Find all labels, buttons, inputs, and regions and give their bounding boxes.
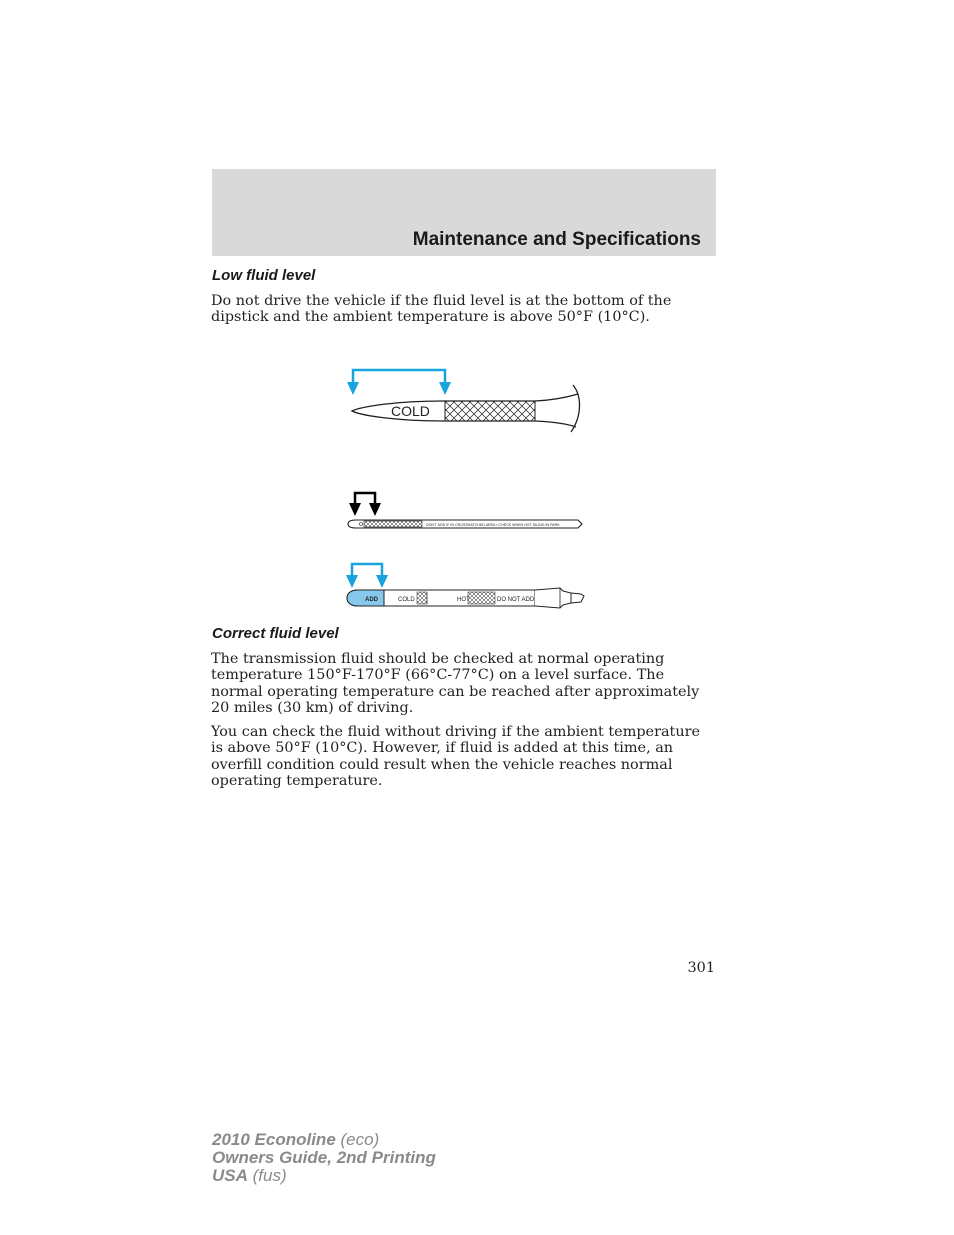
footer-line-model [212, 1131, 436, 1149]
footer-market-code: (fus) [252, 1166, 287, 1185]
dipstick-add-range-arrows [346, 564, 388, 588]
low-fluid-heading: Low fluid level [212, 267, 316, 284]
dipstick-cold-range-arrows [347, 370, 451, 395]
cold-label: COLD [391, 403, 430, 419]
footer-guide-printing: Owners Guide, 2nd Printing [212, 1148, 436, 1167]
footer-model-code: (eco) [340, 1130, 380, 1149]
crosshatch-warning-label: DON'T ADD IF IN CROSSHATCHED AREA • CHECK WHEN HOT IDLING IN PARK [426, 522, 560, 527]
footer-model: 2010 Econoline [212, 1130, 336, 1149]
add-label: ADD [365, 597, 378, 603]
low-fluid-paragraph: Do not drive the vehicle if the fluid level is at the bottom of the dipstick and the ambient temperature is above 50°F (10°C). [211, 293, 672, 326]
dipstick3-cold-label: COLD [398, 597, 415, 603]
dipstick-cold-blade [352, 385, 580, 432]
section-header-band [212, 169, 716, 256]
do-not-add-label: DO NOT ADD [497, 597, 535, 603]
dipstick-add-blade [347, 588, 584, 608]
dipstick-illustration [330, 350, 610, 620]
hot-label: HOT [457, 597, 470, 603]
correct-fluid-paragraph-1: The transmission fluid should be checked at normal operating temperature 150°F-170°F (66°C-77°C) on a level surface. The normal operating temperature can be reached after approximately 20 miles (30 km) of driving. [211, 651, 700, 717]
correct-fluid-paragraph-2: You can check the fluid without driving if the ambient temperature is above 50°F (10°C). However, if fluid is added at this time, an overfill condition could result when the vehicle reaches normal operating temperature. [211, 724, 700, 790]
page-number: 301 [687, 960, 715, 976]
dipstick-diagram [330, 350, 610, 620]
footer-line-guide [212, 1149, 436, 1167]
dipstick-hot-blade [348, 520, 582, 528]
footer-line-market [212, 1167, 436, 1185]
correct-fluid-heading: Correct fluid level [212, 625, 339, 642]
dipstick-hot-range-arrows [349, 493, 381, 516]
document-footer [212, 1131, 436, 1185]
section-title: Maintenance and Specifications [412, 229, 701, 250]
footer-market: USA [212, 1166, 248, 1185]
